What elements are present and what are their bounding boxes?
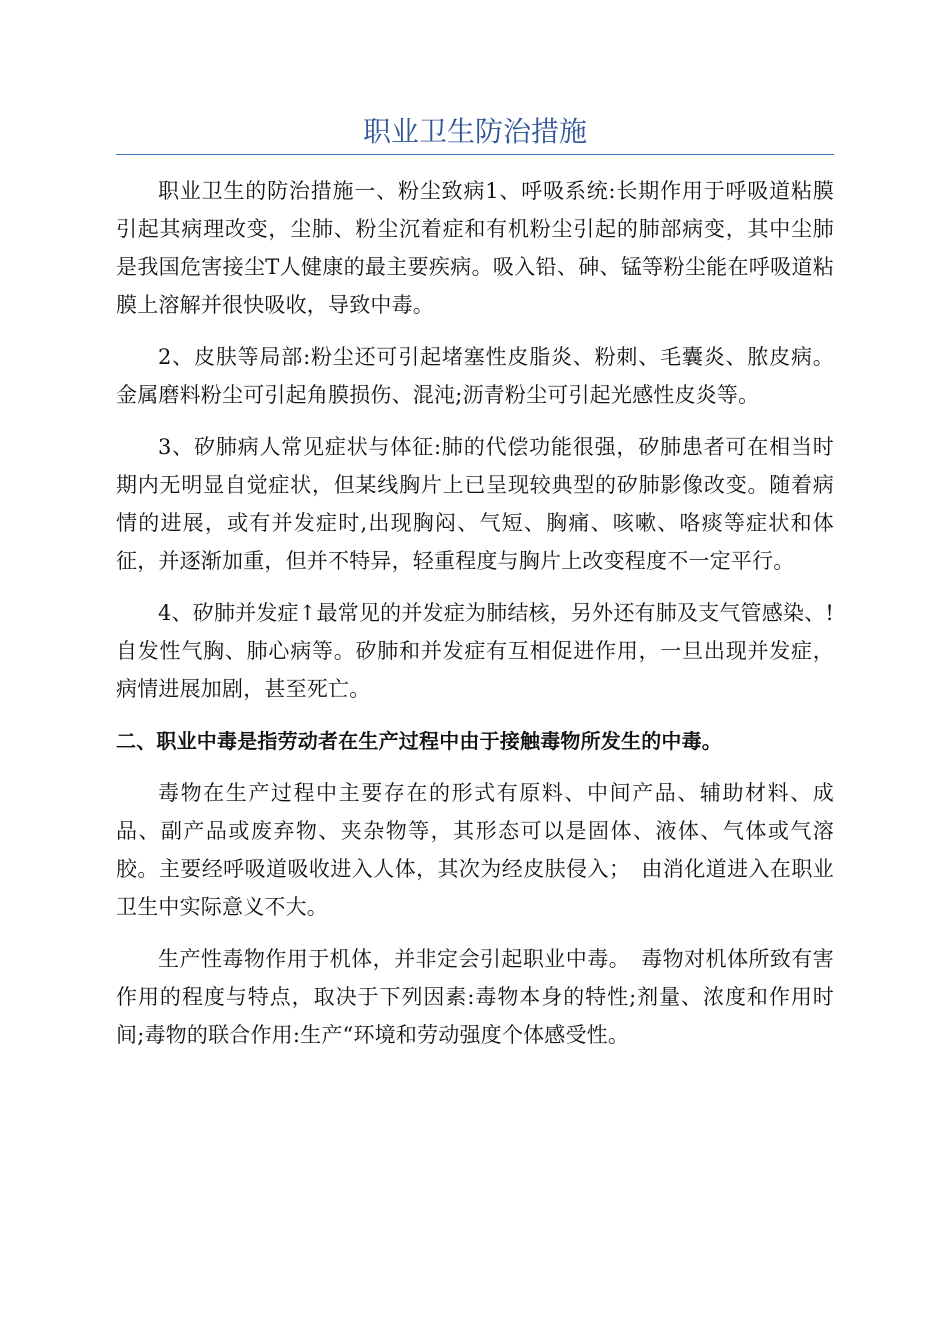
title-underline bbox=[116, 154, 834, 155]
paragraph-dust-skin: 2、皮肤等局部:粉尘还可引起堵塞性皮脂炎、粉刺、毛囊炎、脓皮病。金属磨料粉尘可引起角膜损伤、混沌;沥青粉尘可引起光感性皮炎等。 bbox=[116, 345, 834, 407]
document-title: 职业卫生防治措施 bbox=[362, 115, 587, 148]
paragraph-dust-respiratory: 职业卫生的防治措施一、粉尘致病1、呼吸系统:长期作用于呼吸道粘膜引起其病理改变，尘肺、粉尘沉着症和有机粉尘引起的肺部病变，其中尘肺是我国危害接尘T人健康的最主要疾病。吸入铅、砷、锰等粉尘能在呼吸道粘膜上溶解并很快吸收，导致中毒。 bbox=[116, 179, 834, 317]
paragraph-poison-forms: 毒物在生产过程中主要存在的形式有原料、中间产品、辅助材料、成品、副产品或废弃物、夹杂物等，其形态可以是固体、液体、气体或气溶胶。主要经呼吸道吸收进入人体，其次为经皮肤侵入； 由消化道进入在职业卫生中实际意义不大。 bbox=[116, 781, 834, 919]
section-heading-occupational-poisoning: 二、职业中毒是指劳动者在生产过程中由于接触毒物所发生的中毒。 bbox=[116, 729, 722, 753]
paragraph-poison-factors: 生产性毒物作用于机体，并非定会引起职业中毒。 毒物对机体所致有害作用的程度与特点，取决于下列因素:毒物本身的特性;剂量、浓度和作用时间;毒物的联合作用:生产“环境和劳动强度个体感受性。 bbox=[116, 947, 834, 1047]
document-body bbox=[116, 172, 834, 1068]
paragraph-silicosis-symptoms: 3、矽肺病人常见症状与体征:肺的代偿功能很强，矽肺患者可在相当时期内无明显自觉症状，但某线胸片上已呈现较典型的矽肺影像改变。随着病情的进展，或有并发症时,出现胸闷、气短、胸痛、咳嗽、咯痰等症状和体征，并逐渐加重，但并不特异，轻重程度与胸片上改变程度不一定平行。 bbox=[116, 435, 834, 573]
paragraph-silicosis-complications: 4、矽肺并发症↑最常见的并发症为肺结核，另外还有肺及支气管感染、!自发性气胸、肺心病等。矽肺和并发症有互相促进作用，一旦出现并发症，病情进展加剧，甚至死亡。 bbox=[116, 601, 834, 701]
